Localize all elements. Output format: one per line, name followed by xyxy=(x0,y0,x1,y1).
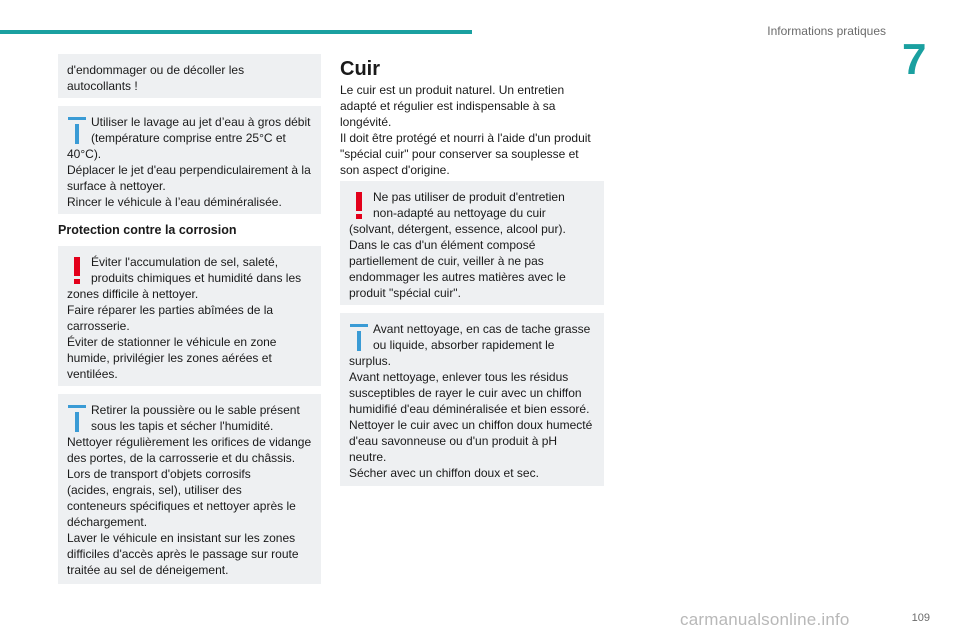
info-box-maintenance xyxy=(58,394,321,584)
info-text: Retirer la poussière ou le sable présent sous les tapis et sécher l'humidité. Nettoyer régulièrement les orifices de vidange des portes, de la carrosserie et du châssis. Lors de transport d'objets corrosifs (acides, engrais, sel), utiliser des conteneurs spécifiques et nettoyer après le déchargement. Laver le véhicule en insistant sur les zones difficiles d'accès après le passage sur route traitée au sel de déneigement. xyxy=(67,403,312,577)
info-box-washing xyxy=(58,106,321,214)
note-box-decals xyxy=(58,54,321,98)
note-text: d'endommager ou de décoller les autocollants ! xyxy=(67,63,245,93)
chapter-number: 7 xyxy=(902,35,927,84)
warning-box-leather xyxy=(340,181,604,305)
watermark: carmanualsonline.info xyxy=(680,610,850,629)
info-icon xyxy=(67,116,87,146)
info-text: Utiliser le lavage au jet d’eau à gros débit (température comprise entre 25°C et 40°C). Déplacer le jet d'eau perpendiculairement à la surface à nettoyer. Rincer le véhicule à l’eau déminéralisée. xyxy=(67,115,311,209)
warning-text: Éviter l'accumulation de sel, saleté, produits chimiques et humidité dans les zones difficile à nettoyer. Faire réparer les parties abîmées de la carrosserie. Éviter de stationner le véhicule en zone humide, privilégier les zones aérées et ventilées. xyxy=(67,255,302,381)
warning-text: Ne pas utiliser de produit d'entretien non-adapté au nettoyage du cuir (solvant, détergent, essence, alcool pur). Dans le cas d'un élément composé partiellement de cuir, veiller à ne pas endommager les autres matières avec le produit "spécial cuir". xyxy=(349,190,566,300)
warning-icon xyxy=(67,256,87,286)
header-title: Informations pratiques xyxy=(767,24,886,38)
leather-intro: Le cuir est un produit naturel. Un entretien adapté et régulier est indispensable à sa longévité. Il doit être protégé et nourri à l'aide d'un produit "spécial cuir" pour conserver sa souplesse et son aspect d'origine. xyxy=(340,83,591,177)
leather-title: Cuir xyxy=(340,58,380,80)
warning-icon xyxy=(349,191,369,221)
warning-box-corrosion xyxy=(58,246,321,386)
info-text: Avant nettoyage, en cas de tache grasse ou liquide, absorber rapidement le surplus. Avant nettoyage, enlever tous les résidus susceptibles de rayer le cuir avec un chiffon humidifié d'eau déminéralisée et bien essoré. Nettoyer le cuir avec un chiffon doux humecté d'eau savonneuse ou d'un produit à pH neutre. Sécher avec un chiffon doux et sec. xyxy=(349,322,593,480)
header-accent-bar xyxy=(0,30,472,34)
info-icon xyxy=(349,323,369,353)
page-number: 109 xyxy=(911,612,930,624)
info-icon xyxy=(67,404,87,434)
corrosion-heading: Protection contre la corrosion xyxy=(58,223,237,237)
info-box-leather-cleaning xyxy=(340,313,604,486)
